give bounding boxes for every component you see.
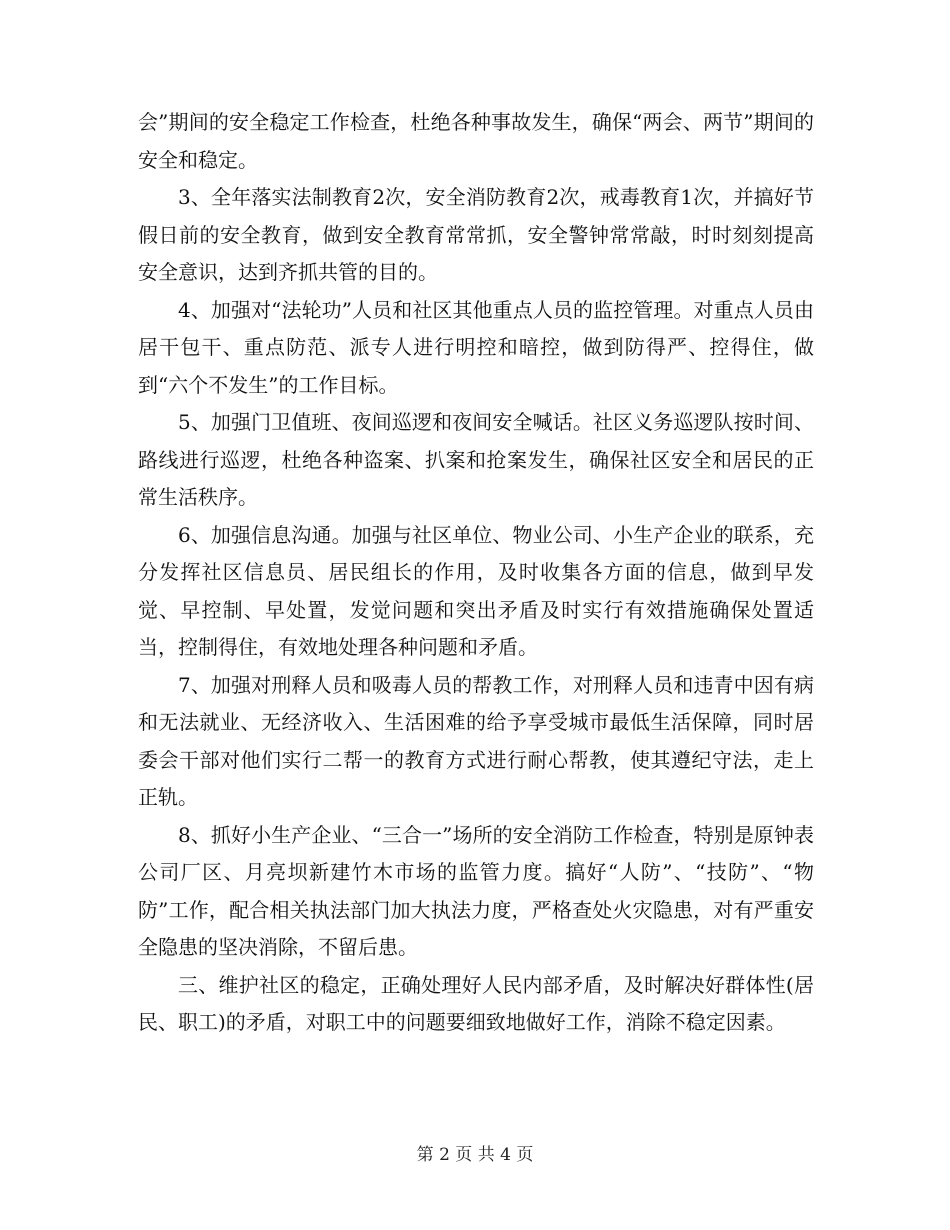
paragraph-item-7: 7、加强对刑释人员和吸毒人员的帮教工作，对刑释人员和违青中因有病和无法就业、无经济收入、生活困难的给予享受城市最低生活保障，同时居委会干部对他们实行二帮一的教育方式进行耐心帮教，使其遵纪守法，走上正轨。	[138, 672, 814, 809]
paragraph-section-3: 三、维护社区的稳定，正确处理好人民内部矛盾，及时解决好群体性(居民、职工)的矛盾，对职工中的问题要细致地做好工作，消除不稳定因素。	[138, 972, 814, 1034]
paragraph-item-8: 8、抓好小生产企业、“三合一”场所的安全消防工作检查，特别是原钟表公司厂区、月亮坝新建竹木市场的监管力度。搞好“人防”、“技防”、“物防”工作，配合相关执法部门加大执法力度，严格查处火灾隐患，对有严重安全隐患的坚决消除，不留后患。	[138, 822, 814, 959]
paragraph-item-3: 3、全年落实法制教育2次，安全消防教育2次，戒毒教育1次，并搞好节假日前的安全教育，做到安全教育常常抓，安全警钟常常敲，时时刻刻提高安全意识，达到齐抓共管的目的。	[138, 185, 814, 284]
document-body	[138, 104, 814, 1042]
paragraph-continuation: 会”期间的安全稳定工作检查，杜绝各种事故发生，确保“两会、两节”期间的安全和稳定。	[138, 110, 814, 172]
paragraph-item-5: 5、加强门卫值班、夜间巡逻和夜间安全喊话。社区义务巡逻队按时间、路线进行巡逻，杜绝各种盗案、扒案和抢案发生，确保社区安全和居民的正常生活秩序。	[138, 410, 814, 509]
page-number-footer: 第 2 页 共 4 页	[416, 1145, 534, 1165]
paragraph-item-6: 6、加强信息沟通。加强与社区单位、物业公司、小生产企业的联系，充分发挥社区信息员、居民组长的作用，及时收集各方面的信息，做到早发觉、早控制、早处置，发觉问题和突出矛盾及时实行有效措施确保处置适当，控制得住，有效地处理各种问题和矛盾。	[138, 522, 814, 659]
paragraph-item-4: 4、加强对“法轮功”人员和社区其他重点人员的监控管理。对重点人员由居干包干、重点防范、派专人进行明控和暗控，做到防得严、控得住，做到“六个不发生”的工作目标。	[138, 297, 814, 397]
